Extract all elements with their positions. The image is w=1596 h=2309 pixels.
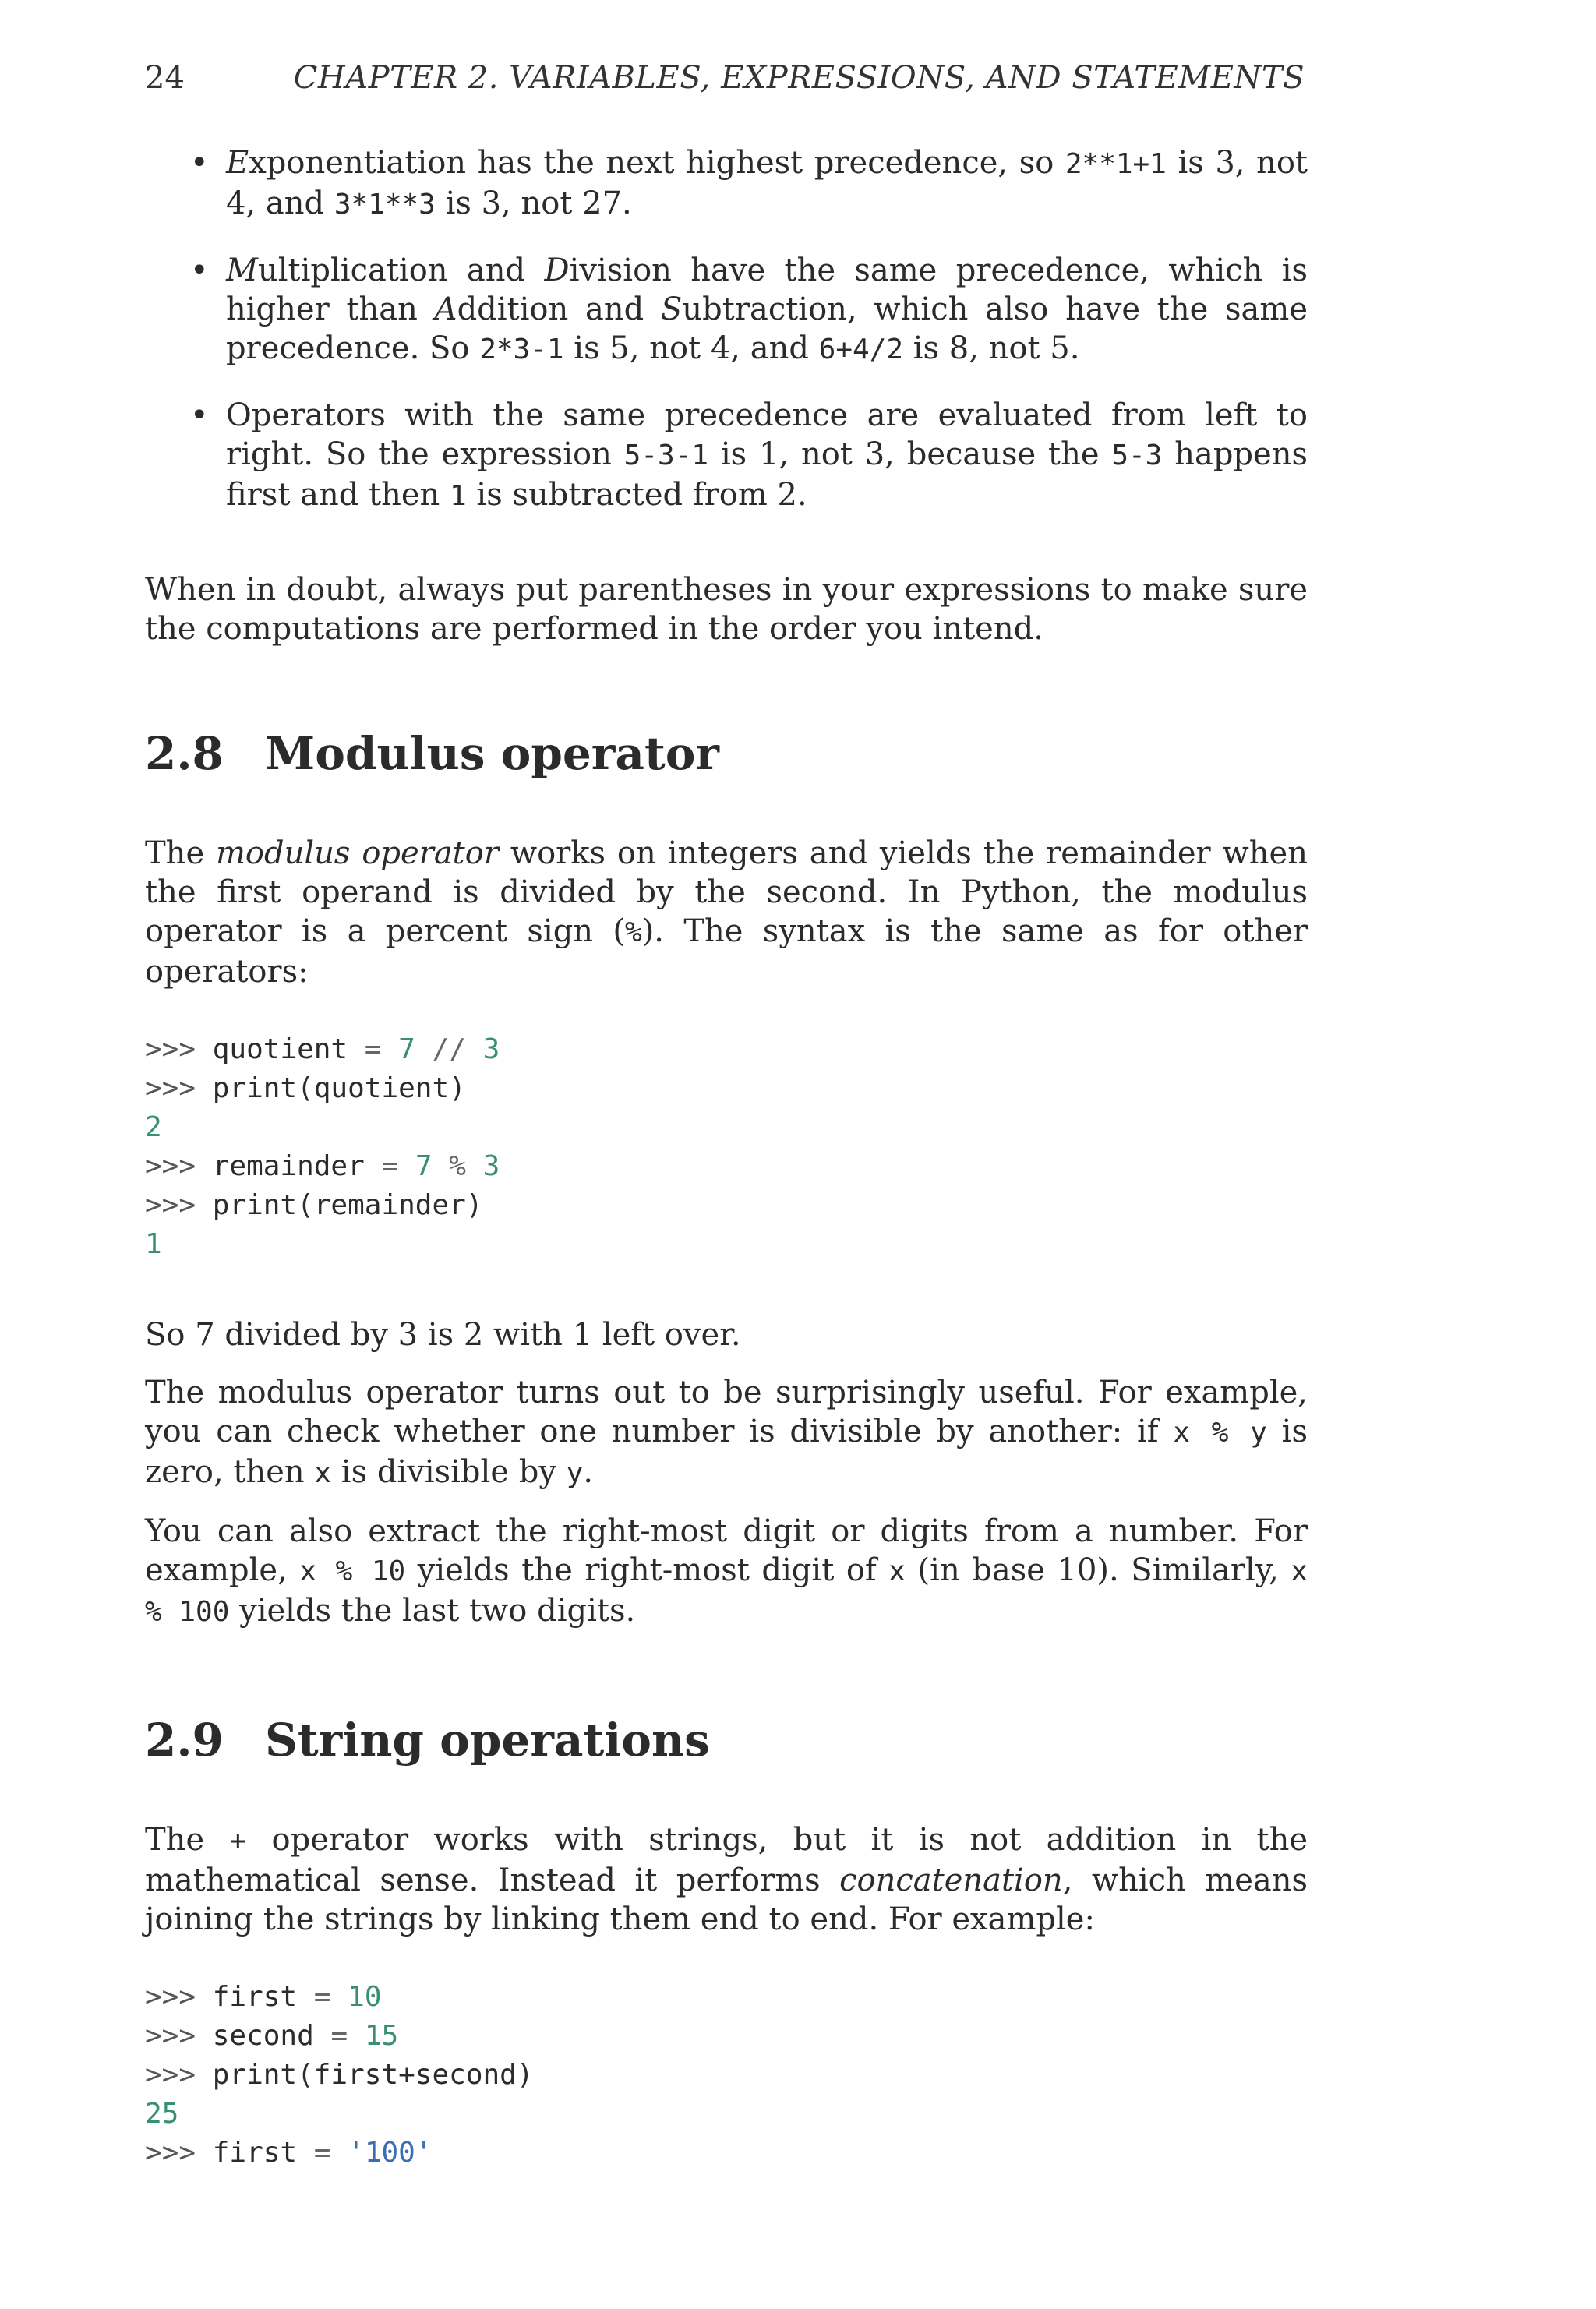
inline-code: 2*3-1 bbox=[479, 334, 564, 365]
inline-code: x % y bbox=[1173, 1417, 1267, 1449]
emphasis-term: modulus operator bbox=[216, 835, 499, 871]
inline-code: y bbox=[566, 1457, 584, 1489]
page-body bbox=[145, 143, 1308, 2224]
inline-code: 6+4/2 bbox=[818, 334, 904, 365]
divisible-paragraph: The modulus operator turns out to be surprisingly useful. For example, you can check whether one number is divisible by another: if x % y is zero, then x is divisible by y. bbox=[145, 1375, 1308, 1490]
code-block-strings: >>> first = 10 >>> second = 15 >>> print(first+second) 25 >>> first = '100' bbox=[145, 1981, 534, 2169]
modulus-intro-paragraph: The modulus operator works on integers and yields the remainder when the first operand is divided by the second. In Python, the modulus operator is a percent sign (%). The syntax is the same as for other operators: bbox=[145, 835, 1308, 990]
list-item-left-to-right: • Operators with the same precedence are evaluated from left to right. So the expression 5-3-1 is 1, not 3, because the 5-3 happens first and then 1 is subtracted from 2. bbox=[226, 396, 1308, 516]
section-title: String operations bbox=[265, 1714, 710, 1767]
section-number: 2.9 bbox=[145, 1714, 224, 1767]
modulus-result-paragraph: So 7 divided by 3 is 2 with 1 left over. bbox=[145, 1317, 741, 1353]
section-heading-modulus bbox=[145, 726, 1308, 781]
inline-code: x bbox=[314, 1457, 332, 1489]
section-title: Modulus operator bbox=[265, 727, 719, 780]
section-number: 2.8 bbox=[145, 727, 224, 780]
code-block-modulus: >>> quotient = 7 // 3 >>> print(quotient) 2 >>> remainder = 7 % 3 >>> print(remainder) 1 bbox=[145, 1033, 500, 1260]
inline-code: 1 bbox=[450, 480, 467, 512]
chapter-title: CHAPTER 2. VARIABLES, EXPRESSIONS, AND STATEMENTS bbox=[293, 60, 1305, 96]
doubt-paragraph: When in doubt, always put parentheses in your expressions to make sure the computations are performed in the order you intend. bbox=[145, 572, 1308, 647]
inline-code: % bbox=[625, 916, 642, 948]
strings-intro-paragraph: The + operator works with strings, but it is not addition in the mathematical sense. Instead it performs concatenation, which means joining the strings by linking them end to end. For example: bbox=[145, 1822, 1308, 1937]
emphasis-term: concatenation bbox=[839, 1862, 1063, 1898]
inline-code: 5-3-1 bbox=[623, 440, 709, 471]
list-item-exponentiation: • Exponentiation has the next highest precedence, so 2**1+1 is 3, not 4, and 3*1**3 is 3, not 27. bbox=[226, 143, 1308, 224]
digits-paragraph: You can also extract the right-most digit or digits from a number. For example, x % 10 yields the right-most digit of x (in base 10). Similarly, x % 100 yields the last two digits. bbox=[145, 1513, 1308, 1629]
inline-code: 5-3 bbox=[1111, 440, 1163, 471]
inline-code: + bbox=[229, 1825, 247, 1857]
inline-code: x % 10 bbox=[299, 1555, 406, 1587]
section-heading-strings bbox=[145, 1713, 1308, 1767]
precedence-list bbox=[145, 143, 1308, 516]
list-item-multiplication: • Multiplication and Division have the same precedence, which is higher than Addition and Subtraction, which also have the same precedence. So 2*3-1 is 5, not 4, and 6+4/2 is 8, not 5. bbox=[226, 251, 1308, 369]
inline-code: x bbox=[888, 1555, 906, 1587]
page-number: 24 bbox=[145, 60, 185, 96]
inline-code: 3*1**3 bbox=[334, 189, 436, 221]
inline-code: 2**1+1 bbox=[1065, 148, 1167, 180]
inline-code: x % 100 bbox=[145, 1555, 1308, 1628]
